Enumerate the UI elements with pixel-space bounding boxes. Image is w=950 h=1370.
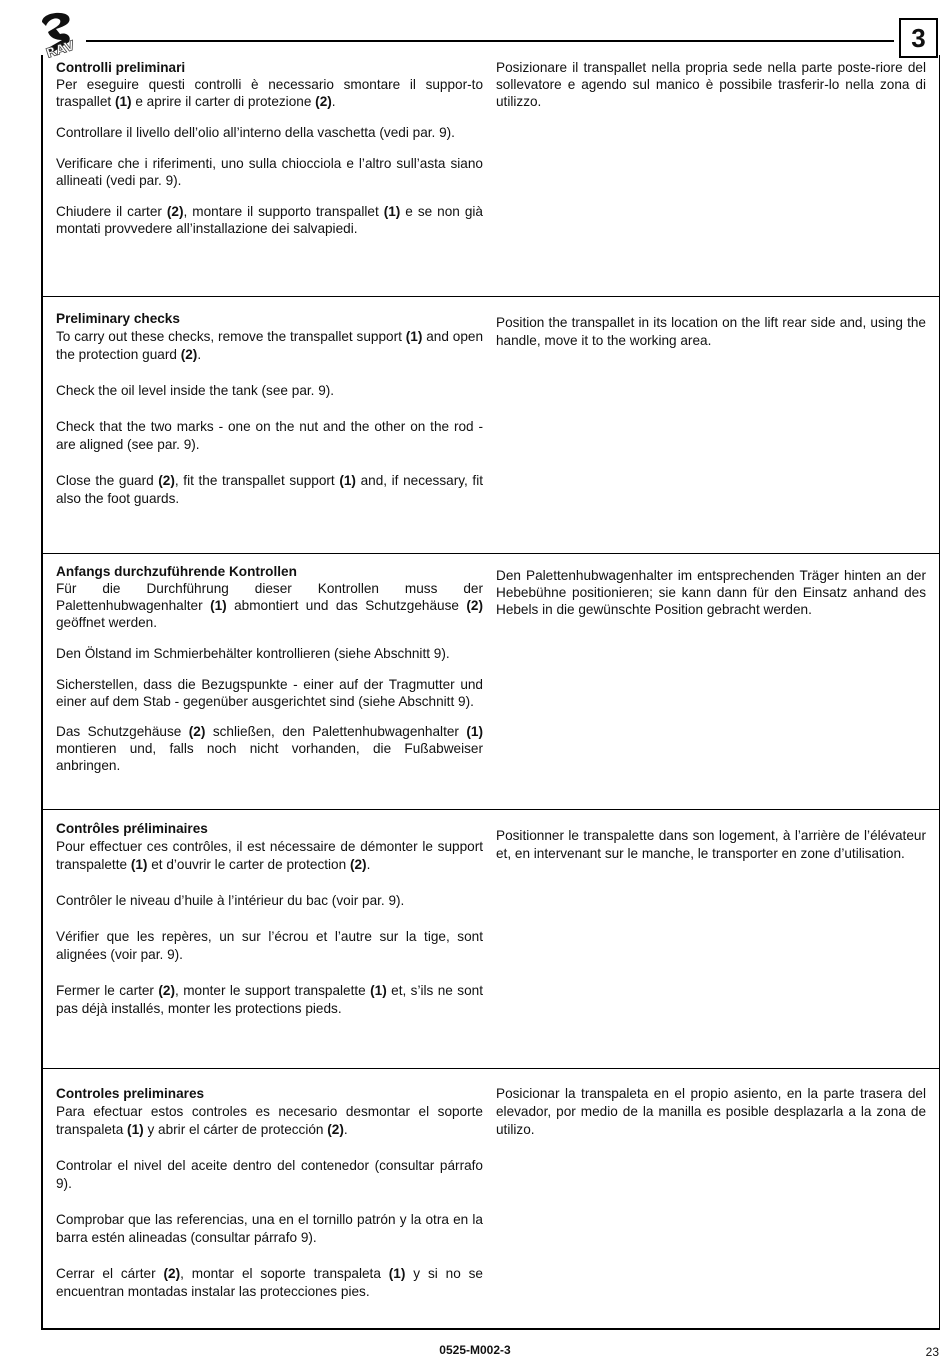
rav-logo bbox=[36, 8, 80, 58]
step-close-guard: Chiudere il carter (2), montare il supporto transpallet (1) e se non già montati provvedere all’installazione dei salvapiedi. bbox=[56, 204, 483, 236]
logo-text: RAV bbox=[44, 38, 77, 58]
step-close-guard: Fermer le carter (2), monter le support transpalette (1) et, s’ils ne sont pas déjà installés, monter les protections pieds. bbox=[56, 983, 483, 1016]
step-close-guard: Cerrar el cárter (2), montar el soporte transpaleta (1) y si no se encuentran montadas instalar las protecciones pies. bbox=[56, 1266, 483, 1299]
step-remove-support: Per eseguire questi controlli è necessario smontare il suppor-to traspallet (1) e aprire il carter di protezione (2). bbox=[56, 77, 483, 109]
step-check-oil: Den Ölstand im Schmierbehälter kontrollieren (siehe Abschnitt 9). bbox=[56, 646, 450, 661]
step-check-oil: Check the oil level inside the tank (see par. 9). bbox=[56, 383, 335, 398]
section-right-column bbox=[496, 314, 926, 350]
step-remove-support: Für die Durchführung dieser Kontrollen muss der Palettenhubwagenhalter (1) abmontiert und das Schutzgehäuse (2) geöffnet werden. bbox=[56, 581, 483, 630]
step-check-oil: Contrôler le niveau d’huile à l’intérieur du bac (voir par. 9). bbox=[56, 893, 405, 908]
section-german bbox=[43, 553, 939, 810]
step-check-oil: Controlar el nivel del aceite dentro del contenedor (consultar párrafo 9). bbox=[56, 1158, 483, 1191]
step-remove-support: To carry out these checks, remove the transpallet support (1) and open the protection guard (2). bbox=[56, 329, 483, 362]
document-code: 0525-M002-3 bbox=[439, 1343, 511, 1357]
section-right-column bbox=[496, 567, 926, 618]
step-check-marks: Sicherstellen, dass die Bezugspunkte - einer auf der Tragmutter und einer auf dem Stab - gegenüber ausgerichtet sind (siehe Abschnitt 9). bbox=[56, 677, 483, 709]
position-transpallet-text: Posicionar la transpaleta en el propio asiento, en la parte trasera del elevador, por medio de la manilla es posible desplazarla a la zona de utilizo. bbox=[496, 1086, 926, 1137]
section-title: Contrôles préliminaires bbox=[56, 821, 208, 836]
step-check-marks: Vérifier que les repères, un sur l’écrou et l’autre sur la tige, sont alignées (voir par. 9). bbox=[56, 929, 483, 962]
section-title: Anfangs durchzuführende Kontrollen bbox=[56, 564, 297, 579]
section-left-column bbox=[56, 563, 483, 774]
section-english bbox=[43, 296, 939, 554]
section-right-column bbox=[496, 59, 926, 110]
section-right-column bbox=[496, 1085, 926, 1139]
section-title: Controles preliminares bbox=[56, 1086, 205, 1101]
step-close-guard: Close the guard (2), fit the transpallet support (1) and, if necessary, fit also the foot guards. bbox=[56, 473, 483, 506]
section-left-column bbox=[56, 1085, 483, 1301]
step-check-marks: Check that the two marks - one on the nut and the other on the rod - are aligned (see par. 9). bbox=[56, 419, 483, 452]
position-transpallet-text: Positionner le transpalette dans son logement, à l’arrière de l’élévateur et, en intervenant sur le manche, le transporter en zone d’utilisation. bbox=[496, 828, 926, 861]
position-transpallet-text: Position the transpallet in its location on the lift rear side and, using the handle, move it to the working area. bbox=[496, 315, 926, 348]
step-check-marks: Verificare che i riferimenti, uno sulla chiocciola e l’altro sull’asta siano allineati (vedi par. 9). bbox=[56, 156, 483, 188]
content-frame bbox=[41, 55, 940, 1330]
position-transpallet-text: Den Palettenhubwagenhalter im entsprechenden Träger hinten an der Hebebühne positionieren; sie kann dann für den Einsatz anhand des Hebels in die gewünschte Position gebracht werden. bbox=[496, 568, 926, 617]
chapter-number: 3 bbox=[899, 18, 938, 58]
step-check-oil: Controllare il livello dell’olio all’interno della vaschetta (vedi par. 9). bbox=[56, 125, 455, 140]
step-close-guard: Das Schutzgehäuse (2) schließen, den Palettenhubwagenhalter (1) montieren und, falls noch nicht vorhanden, die Fußabweiser anbringen. bbox=[56, 724, 483, 773]
section-italian bbox=[43, 55, 939, 296]
section-spanish bbox=[43, 1068, 939, 1329]
step-check-marks: Comprobar que las referencias, una en el tornillo patrón y la otra en la barra estén alineadas (consultar párrafo 9). bbox=[56, 1212, 483, 1245]
section-left-column bbox=[56, 310, 483, 508]
section-left-column bbox=[56, 820, 483, 1018]
section-right-column bbox=[496, 827, 926, 863]
section-left-column bbox=[56, 59, 483, 237]
page-number: 23 bbox=[925, 1345, 939, 1359]
step-remove-support: Para efectuar estos controles es necesario desmontar el soporte transpaleta (1) y abrir el cárter de protección (2). bbox=[56, 1104, 483, 1137]
section-french bbox=[43, 809, 939, 1069]
step-remove-support: Pour effectuer ces contrôles, il est nécessaire de démonter le support transpalette (1) et d’ouvrir le carter de protection (2). bbox=[56, 839, 483, 872]
section-title: Controlli preliminari bbox=[56, 60, 186, 75]
position-transpallet-text: Posizionare il transpallet nella propria sede nella parte poste-riore del sollevatore e agendo sul manico è possibile trasferir-lo nella zona di utilizzo. bbox=[496, 60, 926, 109]
section-title: Preliminary checks bbox=[56, 311, 180, 326]
header-rule bbox=[86, 40, 894, 42]
